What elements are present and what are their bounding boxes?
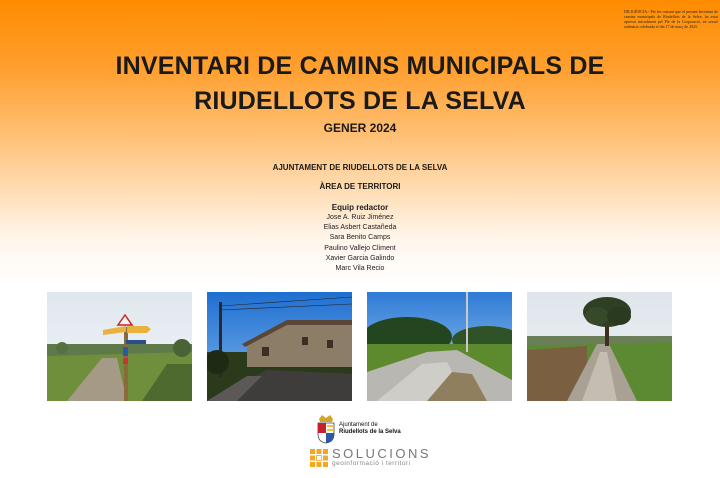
solucions-name: SOLUCIONS [332, 446, 432, 461]
document-title [0, 49, 720, 119]
organization-block [0, 158, 720, 196]
title-line-1: INVENTARI DE CAMINS MUNICIPALS DE [115, 52, 605, 80]
team-member: Sara Benito Camps [329, 234, 391, 242]
photo-farmhouse [207, 292, 352, 401]
photo-gravel-path [367, 292, 512, 401]
photo-signpost [47, 292, 192, 401]
team-member: Elias Asbert Castañeda [323, 224, 397, 232]
team-title: Equip redactor [331, 203, 389, 212]
photo-dirt-road [527, 292, 672, 401]
municipal-crest-icon [316, 414, 336, 444]
solucions-subtitle: geoinformació i territori [332, 460, 411, 467]
organization-department: ÀREA DE TERRITORI [319, 182, 401, 191]
organization-name: AJUNTAMENT DE RIUDELLOTS DE LA SELVA [272, 163, 448, 172]
logos-area [0, 410, 720, 478]
solucions-grid-icon [310, 449, 328, 467]
team-member: Jose A. Ruiz Jiménez [326, 214, 394, 221]
team-member: Paulino Vallejo Climent [324, 244, 396, 252]
solucions-logo [310, 447, 431, 468]
ajuntament-logo [316, 414, 401, 444]
approval-note: DILIGÈNCIA.- Per fer constar que el present Inventari de camins municipals de Riudellots de la Selva, ha estat aprovat inicialment pel Ple de la Corporació, en sessió ordinària celebrada el dia 17 de març de 2025. [624, 9, 718, 29]
ajuntament-label-line1: Ajuntament de [339, 422, 378, 428]
ajuntament-label-line2: Riudellots de la Selva [339, 429, 401, 435]
team-block [0, 202, 720, 274]
photo-strip [0, 292, 720, 401]
title-line-2: RIUDELLOTS DE LA SELVA [194, 87, 526, 115]
document-date: GENER 2024 [323, 121, 397, 135]
team-member: Marc Vila Recio [335, 265, 385, 273]
team-member: Xavier Garcia Galindo [325, 254, 395, 262]
